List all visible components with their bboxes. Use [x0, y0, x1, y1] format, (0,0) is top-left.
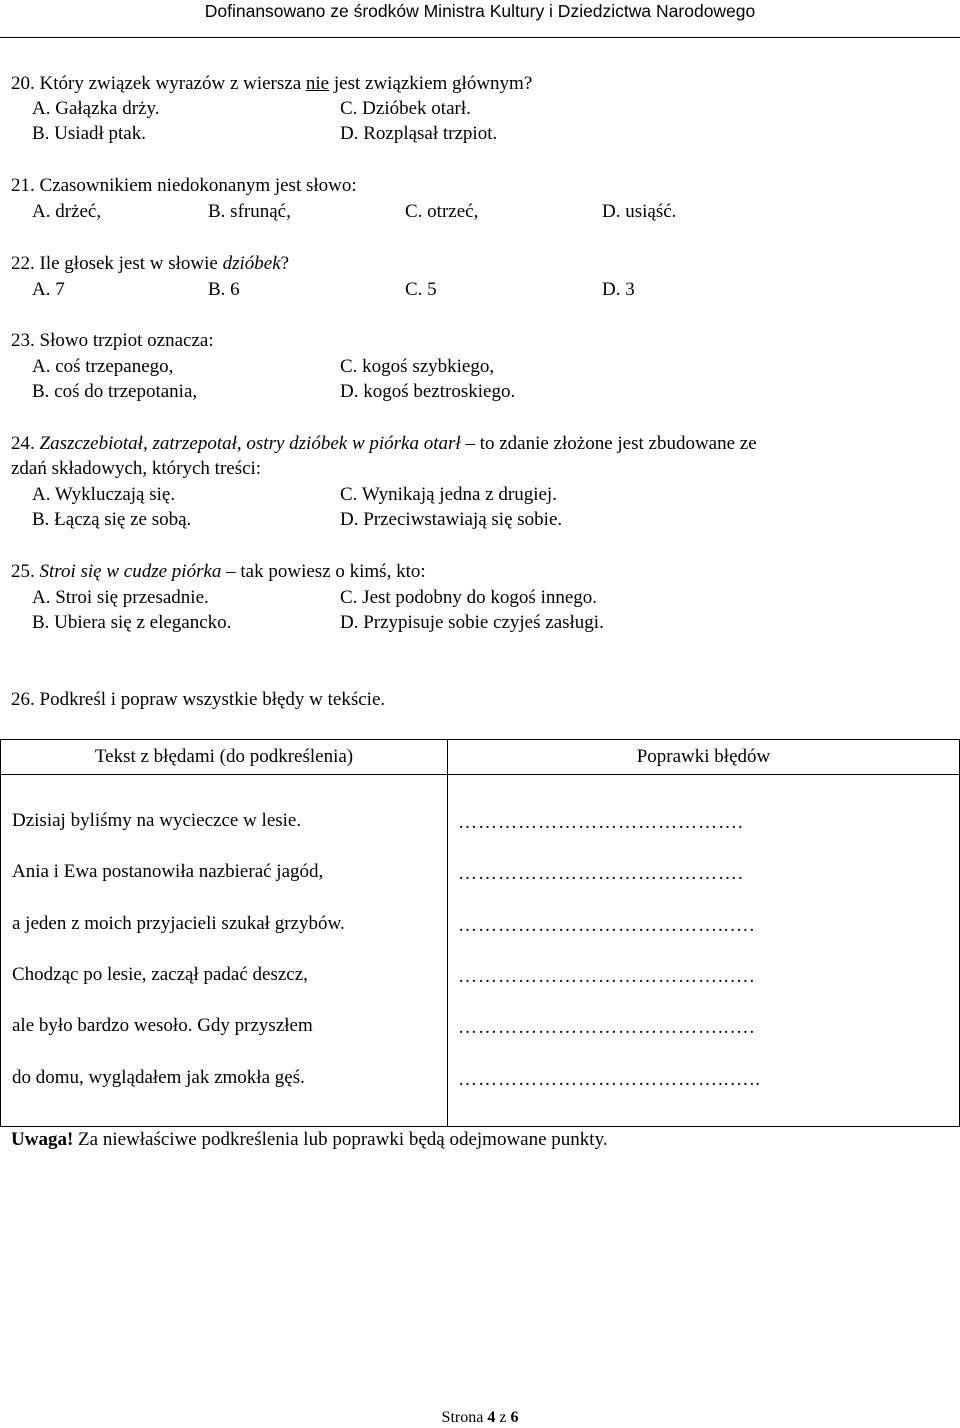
column-header-text-with-errors: Tekst z błędami (do podkreślenia) — [94, 746, 354, 767]
page-footer: Strona 4 z 6 — [441, 1409, 519, 1426]
q25-option-a: A. Stroi się przesadnie. — [32, 587, 209, 608]
table-row-text[interactable]: ale było bardzo wesoło. Gdy przyszłem — [12, 1015, 313, 1036]
correction-blank[interactable]: …………………………………..…. — [458, 915, 756, 936]
q22-option-a: A. 7 — [32, 279, 65, 300]
q23-option-b: B. coś do trzepotania, — [32, 381, 198, 402]
question-21: 21. Czasownikiem niedokonanym jest słowo: — [11, 175, 357, 196]
q25-option-c: C. Jest podobny do kogoś innego. — [340, 587, 598, 608]
q22-option-b: B. 6 — [208, 279, 240, 300]
table-column-divider — [447, 740, 448, 1126]
q20-option-d: D. Rozpląsał trzpiot. — [340, 123, 498, 144]
q24-option-b: B. Łączą się ze sobą. — [32, 509, 192, 530]
q25-option-b: B. Ubiera się z elegancko. — [32, 612, 232, 633]
q21-option-c: C. otrzeć, — [405, 201, 479, 222]
q23-option-a: A. coś trzepanego, — [32, 356, 174, 377]
q24-option-a: A. Wykluczają się. — [32, 484, 176, 505]
page-header: Dofinansowano ze środków Ministra Kultury i Dziedzictwa Narodowego — [204, 1, 756, 21]
question-24: 24. Zaszczebiotał, zatrzepotał, ostry dzióbek w piórka otarł – to zdanie złożone jest zbudowane ze — [11, 433, 757, 454]
error-correction-table — [0, 739, 960, 1127]
q20-option-c: C. Dzióbek otarł. — [340, 98, 471, 119]
q20-option-a: A. Gałązka drży. — [32, 98, 160, 119]
question-20: 20. Który związek wyrazów z wiersza nie jest związkiem głównym? — [11, 73, 533, 94]
header-divider — [0, 37, 960, 38]
correction-blank[interactable]: …………………………………..….. — [458, 1069, 761, 1090]
q22-option-d: D. 3 — [602, 279, 635, 300]
question-23: 23. Słowo trzpiot oznacza: — [11, 330, 214, 351]
q25-option-d: D. Przypisuje sobie czyjeś zasługi. — [340, 612, 604, 633]
correction-blank[interactable]: …………………………………..…. — [458, 966, 756, 987]
q23-option-c: C. kogoś szybkiego, — [340, 356, 495, 377]
q23-option-d: D. kogoś beztroskiego. — [340, 381, 516, 402]
question-26: 26. Podkreśl i popraw wszystkie błędy w tekście. — [11, 689, 386, 710]
question-24-line2: zdań składowych, których treści: — [11, 458, 262, 479]
q21-option-d: D. usiąść. — [602, 201, 677, 222]
q20-option-b: B. Usiadł ptak. — [32, 123, 146, 144]
correction-blank[interactable]: ……………………………………. — [458, 812, 744, 833]
question-22: 22. Ile głosek jest w słowie dzióbek? — [11, 253, 290, 274]
question-25: 25. Stroi się w cudze piórka – tak powiesz o kimś, kto: — [11, 561, 426, 582]
q21-option-a: A. drżeć, — [32, 201, 102, 222]
correction-blank[interactable]: ……………………………………. — [458, 863, 744, 884]
q24-option-c: C. Wynikają jedna z drugiej. — [340, 484, 557, 505]
table-row-text[interactable]: Ania i Ewa postanowiła nazbierać jagód, — [12, 861, 324, 882]
table-row-text[interactable]: Chodząc po lesie, zaczął padać deszcz, — [12, 964, 308, 985]
column-header-corrections: Poprawki błędów — [636, 746, 771, 767]
table-row-text[interactable]: Dzisiaj byliśmy na wycieczce w lesie. — [12, 810, 302, 831]
q24-option-d: D. Przeciwstawiają się sobie. — [340, 509, 563, 530]
table-row-text[interactable]: do domu, wyglądałem jak zmokła gęś. — [12, 1067, 305, 1088]
q21-option-b: B. sfrunąć, — [208, 201, 291, 222]
table-row-text[interactable]: a jeden z moich przyjacieli szukał grzybów. — [12, 913, 345, 934]
table-header-divider — [1, 774, 959, 775]
warning-note: Uwaga! Za niewłaściwe podkreślenia lub poprawki będą odejmowane punkty. — [11, 1129, 608, 1150]
q22-option-c: C. 5 — [405, 279, 437, 300]
correction-blank[interactable]: …………………………………..…. — [458, 1017, 756, 1038]
